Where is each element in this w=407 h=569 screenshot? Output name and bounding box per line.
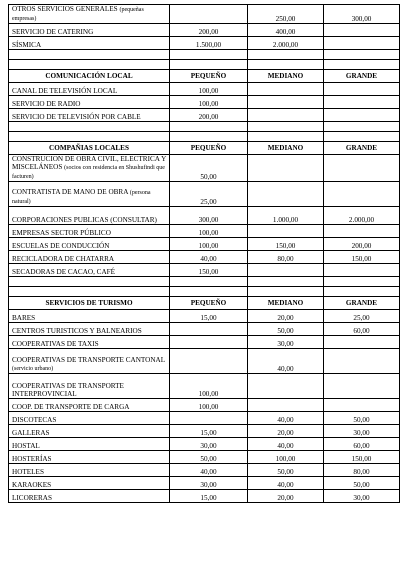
spacer-row — [9, 277, 400, 287]
table-row — [9, 374, 400, 399]
value-pequeno: 300,00 — [170, 207, 248, 225]
value-mediano: 40,00 — [248, 438, 324, 451]
value-pequeno: 1.500,00 — [170, 37, 248, 50]
column-header-grande: GRANDE — [324, 142, 400, 155]
value-mediano — [248, 374, 324, 399]
value-grande: 30,00 — [324, 425, 400, 438]
row-label — [9, 336, 170, 349]
value-pequeno: 150,00 — [170, 264, 248, 277]
spacer-row — [9, 60, 400, 70]
row-label — [9, 438, 170, 451]
value-pequeno: 25,00 — [170, 182, 248, 207]
row-label — [9, 109, 170, 122]
empty-cell — [9, 60, 170, 70]
empty-cell — [170, 287, 248, 297]
table-row — [9, 109, 400, 122]
empty-cell — [9, 287, 170, 297]
row-label-text: LICORERAS — [12, 494, 52, 502]
value-mediano: 1.000,00 — [248, 207, 324, 225]
value-pequeno — [170, 349, 248, 374]
row-label — [9, 412, 170, 425]
value-grande: 30,00 — [324, 490, 400, 503]
row-label-text: COOPERATIVAS DE TAXIS — [12, 340, 99, 348]
value-mediano: 50,00 — [248, 464, 324, 477]
empty-cell — [324, 60, 400, 70]
column-header-pequeno: PEQUEÑO — [170, 297, 248, 310]
row-label-text: ESCUELAS DE CONDUCCIÓN — [12, 242, 110, 250]
empty-cell — [324, 287, 400, 297]
value-mediano: 2.000,00 — [248, 37, 324, 50]
value-mediano — [248, 109, 324, 122]
row-label — [9, 155, 170, 182]
column-header-grande: GRANDE — [324, 297, 400, 310]
value-mediano: 40,00 — [248, 349, 324, 374]
empty-cell — [9, 132, 170, 142]
value-mediano: 40,00 — [248, 477, 324, 490]
table-row — [9, 225, 400, 238]
row-label — [9, 182, 170, 207]
value-grande — [324, 225, 400, 238]
table-row — [9, 24, 400, 37]
row-label — [9, 37, 170, 50]
row-label-text: CORPORACIONES PUBLICAS (CONSULTAR) — [12, 216, 157, 224]
value-grande — [324, 182, 400, 207]
value-pequeno: 30,00 — [170, 438, 248, 451]
row-label-text: HOSTERÍAS — [12, 455, 52, 463]
table-row — [9, 37, 400, 50]
row-label — [9, 451, 170, 464]
empty-cell — [324, 122, 400, 132]
table-row — [9, 182, 400, 207]
value-mediano — [248, 264, 324, 277]
section-header-row — [9, 297, 400, 310]
row-label — [9, 310, 170, 323]
row-label — [9, 264, 170, 277]
table-row — [9, 464, 400, 477]
value-mediano: 40,00 — [248, 412, 324, 425]
section-title: COMUNICACIÓN LOCAL — [9, 70, 170, 83]
value-mediano: 400,00 — [248, 24, 324, 37]
value-grande — [324, 336, 400, 349]
table-row — [9, 238, 400, 251]
row-label-text: CENTROS TURISTICOS Y BALNEARIOS — [12, 327, 142, 335]
value-mediano: 50,00 — [248, 323, 324, 336]
value-pequeno: 40,00 — [170, 464, 248, 477]
column-header-mediano: MEDIANO — [248, 142, 324, 155]
value-pequeno — [170, 5, 248, 24]
row-label-text: EMPRESAS SECTOR PÚBLICO — [12, 229, 111, 237]
empty-cell — [324, 132, 400, 142]
empty-cell — [170, 277, 248, 287]
tariff-table — [8, 4, 400, 503]
row-label-text: GALLERAS — [12, 429, 50, 437]
value-pequeno: 100,00 — [170, 399, 248, 412]
row-label-note: (servicio urbano) — [12, 366, 54, 372]
table-row — [9, 323, 400, 336]
row-label — [9, 225, 170, 238]
table-row — [9, 349, 400, 374]
row-label — [9, 96, 170, 109]
empty-cell — [170, 50, 248, 60]
table-row — [9, 251, 400, 264]
empty-cell — [170, 60, 248, 70]
value-mediano: 30,00 — [248, 336, 324, 349]
spacer-row — [9, 122, 400, 132]
row-label — [9, 323, 170, 336]
value-grande — [324, 96, 400, 109]
section-title: SERVICIOS DE TURISMO — [9, 297, 170, 310]
row-label-text: SÍSMICA — [12, 41, 42, 49]
table-row — [9, 310, 400, 323]
row-label — [9, 349, 170, 374]
row-label-text: HOSTAL — [12, 442, 40, 450]
value-pequeno: 15,00 — [170, 490, 248, 503]
value-mediano — [248, 225, 324, 238]
row-label-text: RECICLADORA DE CHATARRA — [12, 255, 115, 263]
value-pequeno: 200,00 — [170, 24, 248, 37]
value-grande: 25,00 — [324, 310, 400, 323]
empty-cell — [9, 50, 170, 60]
value-pequeno: 100,00 — [170, 374, 248, 399]
value-pequeno: 100,00 — [170, 96, 248, 109]
value-mediano — [248, 155, 324, 182]
column-header-pequeno: PEQUEÑO — [170, 142, 248, 155]
spacer-row — [9, 287, 400, 297]
row-label — [9, 238, 170, 251]
empty-cell — [248, 50, 324, 60]
table-row — [9, 399, 400, 412]
empty-cell — [248, 122, 324, 132]
value-grande — [324, 374, 400, 399]
value-pequeno: 100,00 — [170, 225, 248, 238]
value-grande — [324, 264, 400, 277]
empty-cell — [248, 132, 324, 142]
row-label — [9, 490, 170, 503]
value-mediano — [248, 96, 324, 109]
column-header-pequeno: PEQUEÑO — [170, 70, 248, 83]
table-row — [9, 490, 400, 503]
value-pequeno: 100,00 — [170, 83, 248, 96]
row-label-text: CONTRATISTA DE MANO DE OBRA — [12, 188, 129, 196]
row-label — [9, 207, 170, 225]
value-grande: 150,00 — [324, 251, 400, 264]
row-label-text: SERVICIO DE RADIO — [12, 100, 81, 108]
value-grande — [324, 399, 400, 412]
value-grande — [324, 155, 400, 182]
row-label-text: COOPERATIVAS DE TRANSPORTE INTERPROVINCIAL — [12, 382, 124, 398]
row-label-text: CANAL DE TELEVISIÓN LOCAL — [12, 87, 118, 95]
row-label — [9, 24, 170, 37]
value-pequeno: 50,00 — [170, 155, 248, 182]
value-grande: 60,00 — [324, 438, 400, 451]
row-label-text: COOP. DE TRANSPORTE DE CARGA — [12, 403, 130, 411]
table-row — [9, 477, 400, 490]
value-mediano: 100,00 — [248, 451, 324, 464]
value-grande: 50,00 — [324, 477, 400, 490]
value-grande: 300,00 — [324, 5, 400, 24]
empty-cell — [248, 287, 324, 297]
value-grande — [324, 37, 400, 50]
table-row — [9, 264, 400, 277]
column-header-mediano: MEDIANO — [248, 70, 324, 83]
value-grande: 2.000,00 — [324, 207, 400, 225]
row-label — [9, 374, 170, 399]
row-label-text: SERVICIO DE CATERING — [12, 28, 94, 36]
value-grande: 200,00 — [324, 238, 400, 251]
value-mediano: 250,00 — [248, 5, 324, 24]
value-grande: 50,00 — [324, 412, 400, 425]
row-label-text: HOTELES — [12, 468, 44, 476]
row-label-note: (pequeñas empresas) — [12, 7, 144, 22]
empty-cell — [324, 277, 400, 287]
row-label-text: CONSTRUCION DE OBRA CIVIL, ELECTRICA Y MISCELÁNEOS — [12, 155, 166, 171]
empty-cell — [170, 132, 248, 142]
empty-cell — [9, 277, 170, 287]
table-row — [9, 412, 400, 425]
table-row — [9, 336, 400, 349]
empty-cell — [248, 277, 324, 287]
value-mediano: 150,00 — [248, 238, 324, 251]
column-header-grande: GRANDE — [324, 70, 400, 83]
tariff-table-body — [9, 5, 400, 503]
spacer-row — [9, 50, 400, 60]
value-pequeno — [170, 323, 248, 336]
table-row — [9, 425, 400, 438]
section-title: COMPAÑIAS LOCALES — [9, 142, 170, 155]
value-grande — [324, 83, 400, 96]
row-label-note: (socios con residencia en Shushufindi que facturen) — [12, 165, 165, 180]
value-pequeno — [170, 412, 248, 425]
value-pequeno — [170, 336, 248, 349]
value-pequeno: 30,00 — [170, 477, 248, 490]
value-pequeno: 40,00 — [170, 251, 248, 264]
table-row — [9, 438, 400, 451]
section-header-row — [9, 142, 400, 155]
empty-cell — [170, 122, 248, 132]
table-row — [9, 96, 400, 109]
value-mediano: 20,00 — [248, 490, 324, 503]
value-pequeno: 50,00 — [170, 451, 248, 464]
table-row — [9, 83, 400, 96]
value-pequeno: 100,00 — [170, 238, 248, 251]
row-label — [9, 425, 170, 438]
value-grande: 80,00 — [324, 464, 400, 477]
row-label-text: SECADORAS DE CACAO, CAFÉ — [12, 268, 116, 276]
value-mediano: 20,00 — [248, 425, 324, 438]
value-pequeno: 15,00 — [170, 310, 248, 323]
row-label-note: (persona natural) — [12, 190, 151, 205]
row-label — [9, 399, 170, 412]
spacer-row — [9, 132, 400, 142]
value-mediano: 20,00 — [248, 310, 324, 323]
value-grande — [324, 349, 400, 374]
row-label — [9, 477, 170, 490]
table-row — [9, 207, 400, 225]
value-mediano — [248, 83, 324, 96]
value-grande — [324, 109, 400, 122]
table-row — [9, 5, 400, 24]
value-mediano — [248, 399, 324, 412]
empty-cell — [248, 60, 324, 70]
row-label — [9, 83, 170, 96]
value-mediano: 80,00 — [248, 251, 324, 264]
section-header-row — [9, 70, 400, 83]
value-grande — [324, 24, 400, 37]
value-grande: 60,00 — [324, 323, 400, 336]
row-label — [9, 251, 170, 264]
empty-cell — [9, 122, 170, 132]
row-label — [9, 5, 170, 24]
empty-cell — [324, 50, 400, 60]
row-label-text: KARAOKES — [12, 481, 52, 489]
table-row — [9, 155, 400, 182]
row-label-text: DISCOTECAS — [12, 416, 57, 424]
row-label-text: BARES — [12, 314, 36, 322]
row-label-text: SERVICIO DE TELEVISIÓN POR CABLE — [12, 113, 141, 121]
value-pequeno: 15,00 — [170, 425, 248, 438]
value-pequeno: 200,00 — [170, 109, 248, 122]
row-label-text: COOPERATIVAS DE TRANSPORTE CANTONAL — [12, 356, 165, 364]
row-label-text: OTROS SERVICIOS GENERALES — [12, 5, 118, 13]
row-label — [9, 464, 170, 477]
value-mediano — [248, 182, 324, 207]
column-header-mediano: MEDIANO — [248, 297, 324, 310]
value-grande: 150,00 — [324, 451, 400, 464]
table-row — [9, 451, 400, 464]
